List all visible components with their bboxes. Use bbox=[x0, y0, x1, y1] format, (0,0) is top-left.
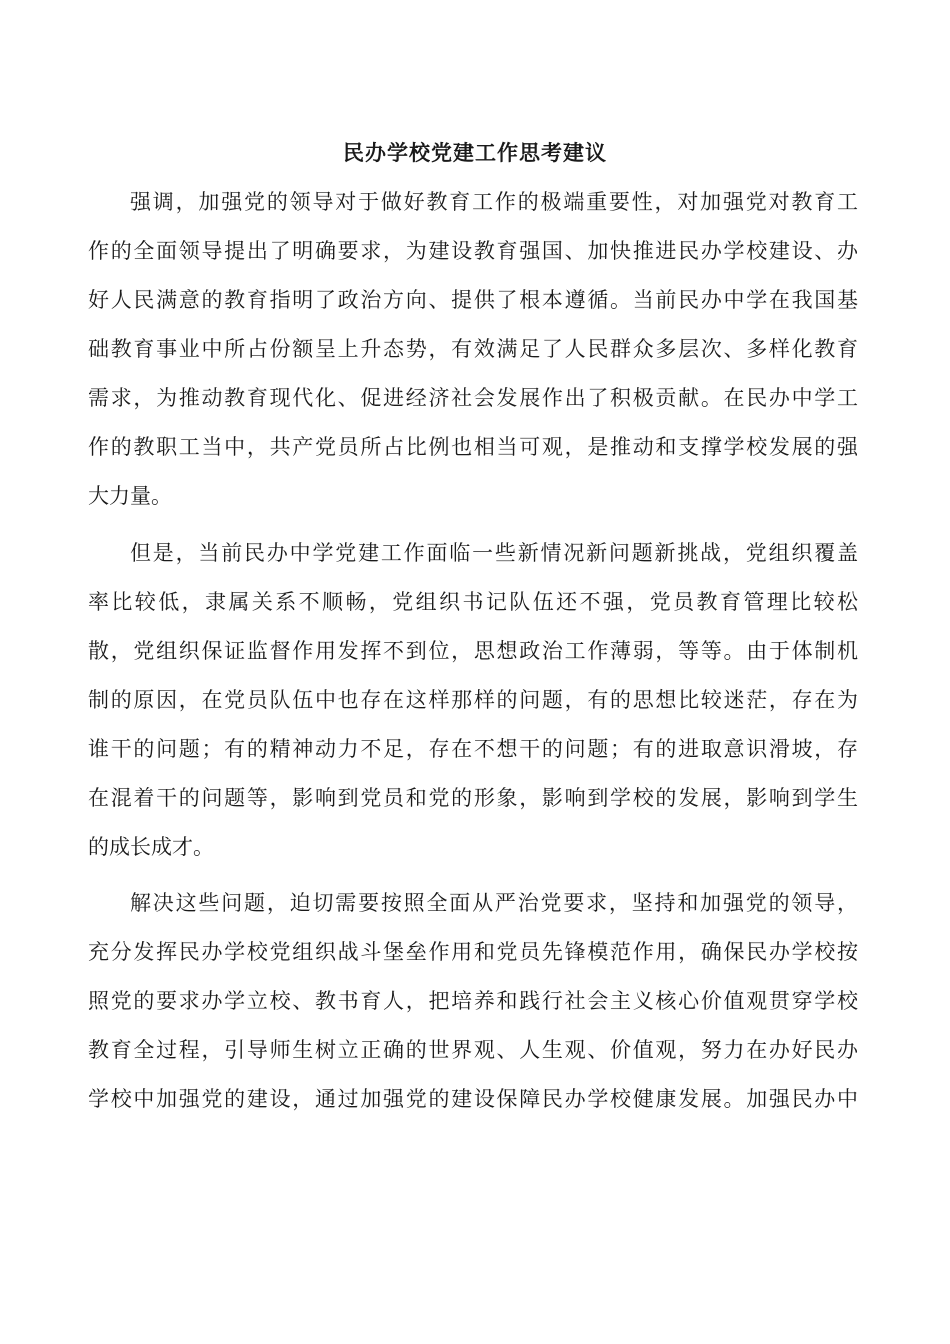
paragraph-3-line-1: 解决这些问题，迫切需要按照全面从严治党要求，坚持和加强党的领导， bbox=[130, 891, 858, 915]
paragraph-1-line-7: 大力量。 bbox=[88, 484, 172, 508]
paragraph-1-line-3: 好人民满意的教育指明了政治方向、提供了根本遵循。当前民办中学在我国基 bbox=[88, 288, 858, 312]
paragraph-3-line-5: 学校中加强党的建设，通过加强党的建设保障民办学校健康发展。加强民办中 bbox=[88, 1087, 858, 1111]
paragraph-3-line-3: 照党的要求办学立校、教书育人，把培养和践行社会主义核心价值观贯穿学校 bbox=[88, 989, 858, 1013]
paragraph-2-line-5: 谁干的问题；有的精神动力不足，存在不想干的问题；有的进取意识滑坡，存 bbox=[88, 737, 858, 761]
paragraph-3-line-4: 教育全过程，引导师生树立正确的世界观、人生观、价值观，努力在办好民办 bbox=[88, 1038, 858, 1062]
paragraph-2-line-4: 制的原因，在党员队伍中也存在这样那样的问题，有的思想比较迷茫，存在为 bbox=[88, 688, 858, 712]
paragraph-2-line-1: 但是，当前民办中学党建工作面临一些新情况新问题新挑战，党组织覆盖 bbox=[130, 541, 858, 565]
paragraph-1-line-4: 础教育事业中所占份额呈上升态势，有效满足了人民群众多层次、多样化教育 bbox=[88, 337, 858, 361]
paragraph-1-line-6: 作的教职工当中，共产党员所占比例也相当可观，是推动和支撑学校发展的强 bbox=[88, 435, 858, 459]
paragraph-2-line-7: 的成长成才。 bbox=[88, 835, 214, 859]
paragraph-1-line-1: 强调，加强党的领导对于做好教育工作的极端重要性，对加强党对教育工 bbox=[130, 190, 858, 214]
paragraph-1-line-5: 需求，为推动教育现代化、促进经济社会发展作出了积极贡献。在民办中学工 bbox=[88, 386, 858, 410]
paragraph-2-line-3: 散，党组织保证监督作用发挥不到位，思想政治工作薄弱，等等。由于体制机 bbox=[88, 639, 858, 663]
paragraph-1-line-2: 作的全面领导提出了明确要求，为建设教育强国、加快推进民办学校建设、办 bbox=[88, 239, 858, 263]
paragraph-2-line-2: 率比较低，隶属关系不顺畅，党组织书记队伍还不强，党员教育管理比较松 bbox=[88, 590, 858, 614]
paragraph-2-line-6: 在混着干的问题等，影响到党员和党的形象，影响到学校的发展，影响到学生 bbox=[88, 786, 858, 810]
paragraph-3-line-2: 充分发挥民办学校党组织战斗堡垒作用和党员先锋模范作用，确保民办学校按 bbox=[88, 940, 858, 964]
document-title: 民办学校党建工作思考建议 bbox=[343, 140, 607, 165]
